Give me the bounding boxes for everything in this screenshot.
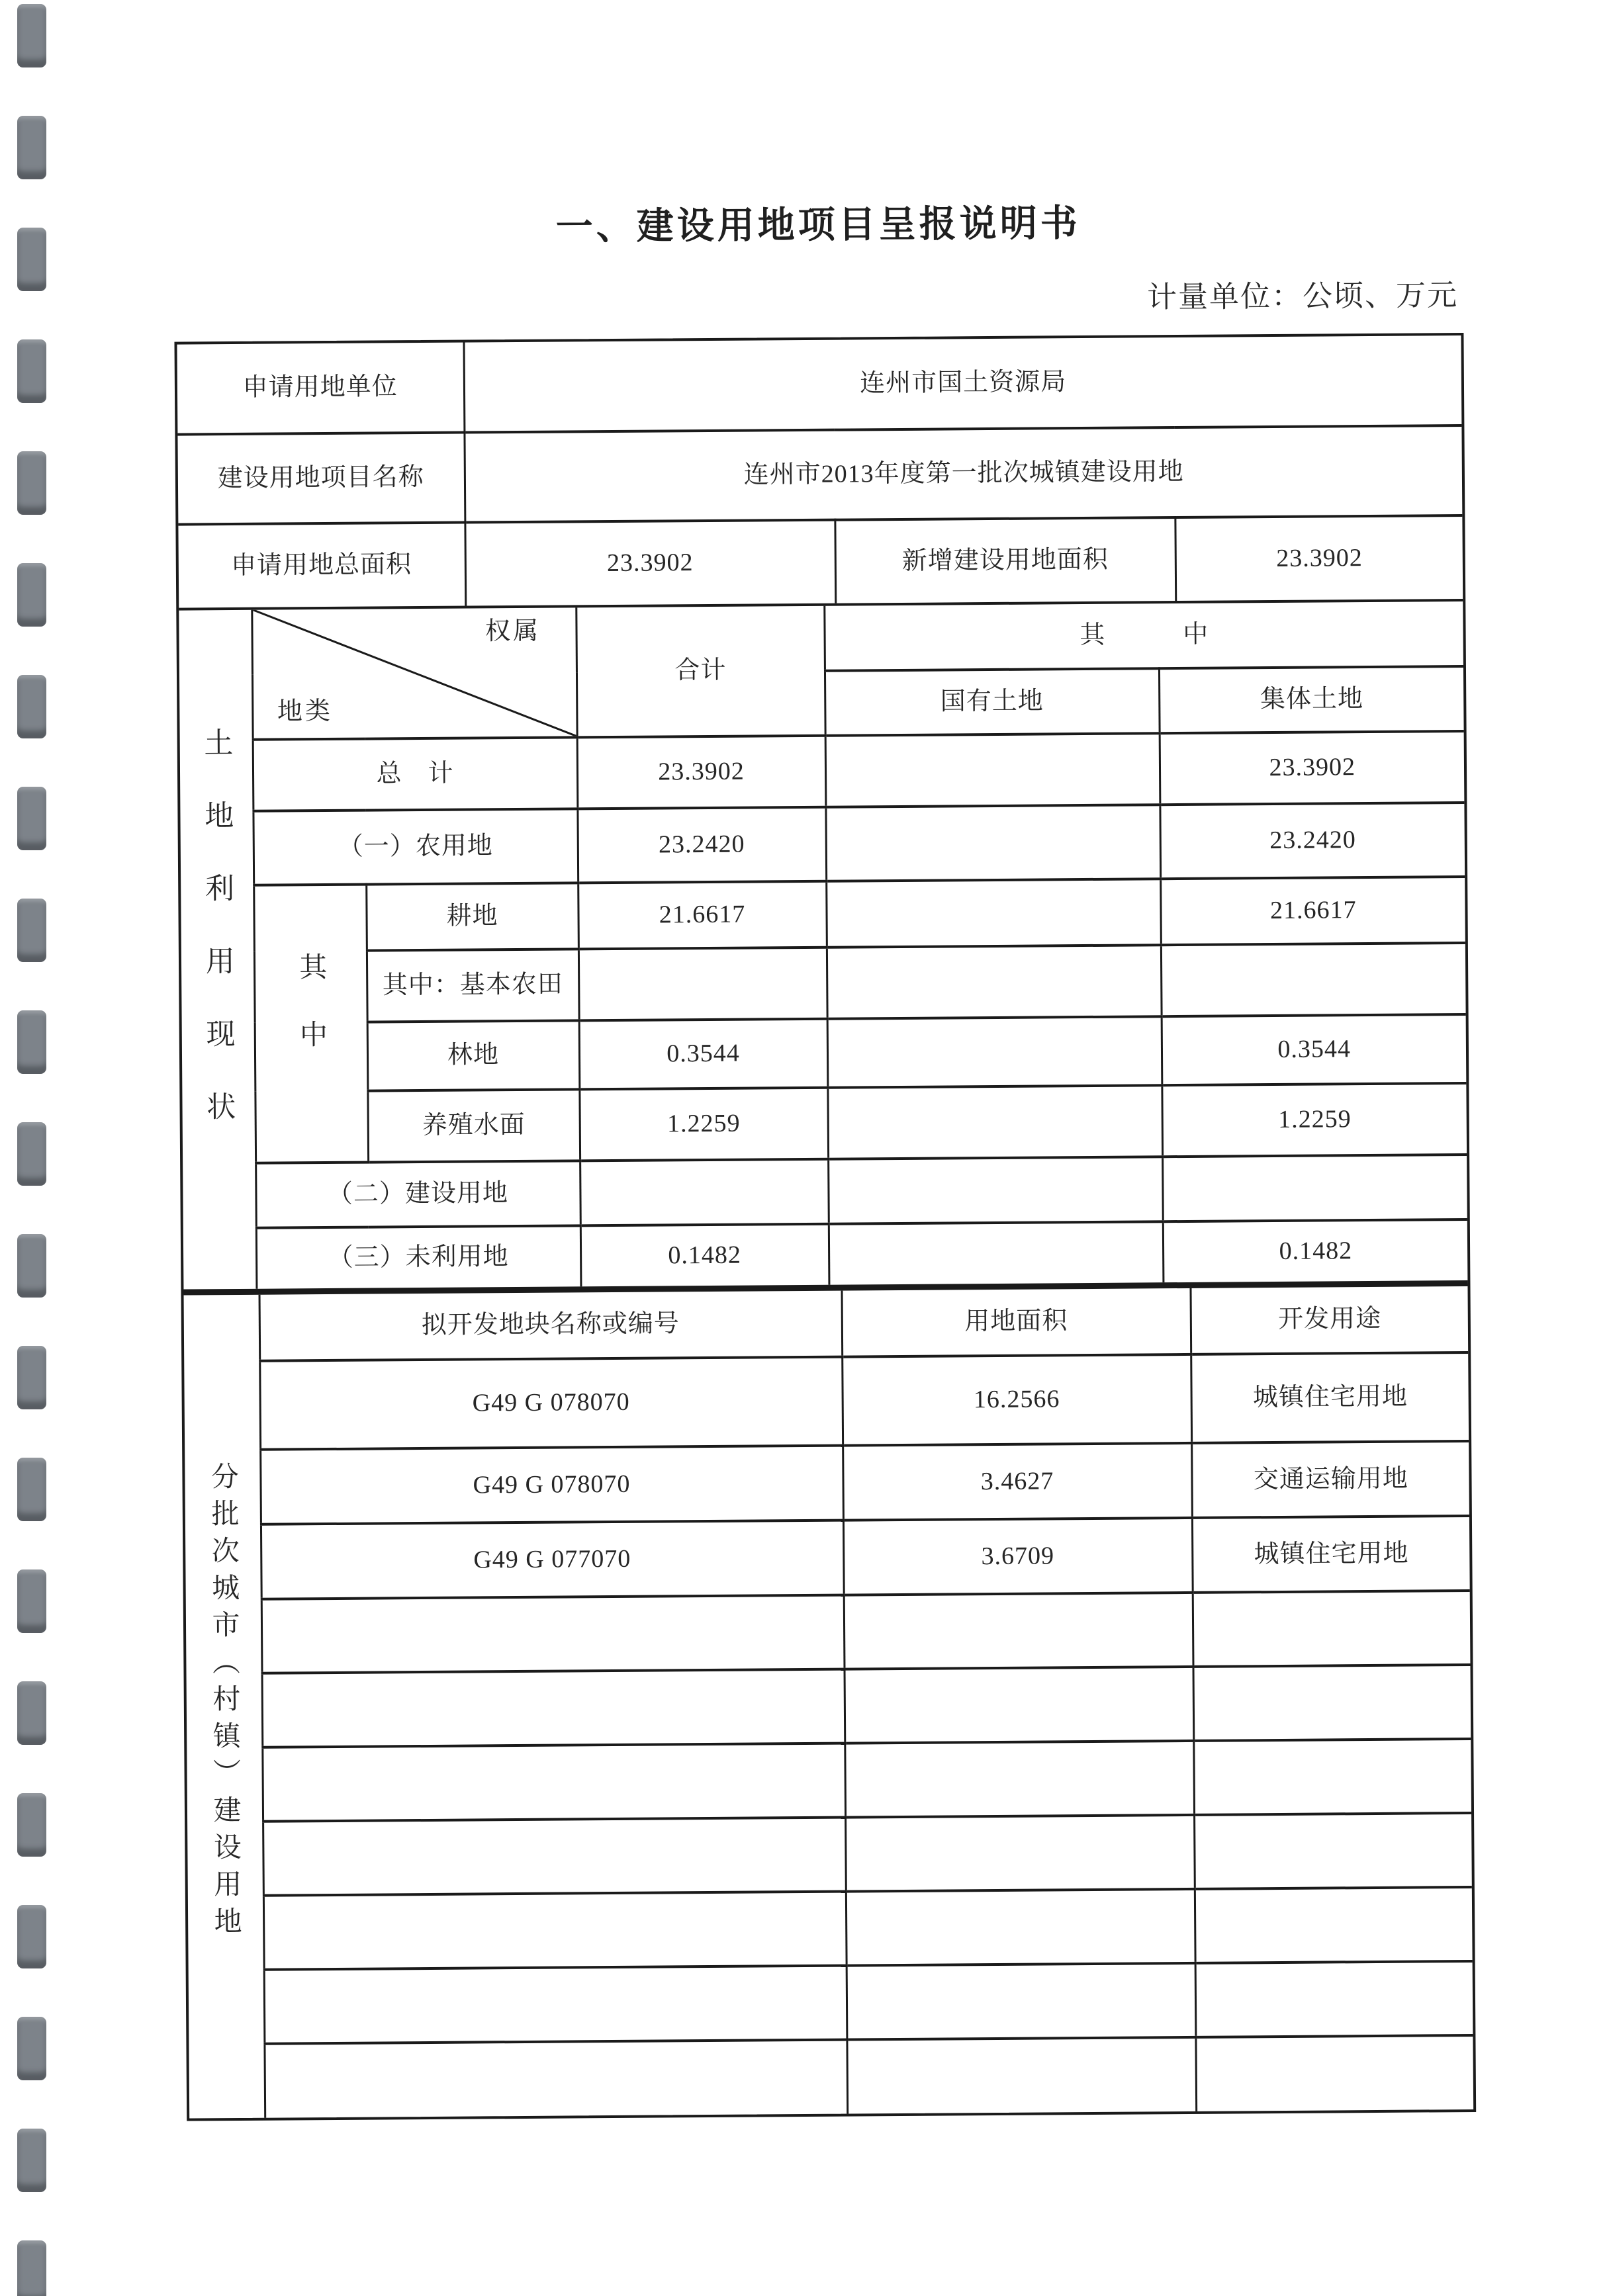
empty-cell	[264, 2040, 847, 2118]
empty-row	[189, 2035, 1473, 2119]
empty-row	[188, 1887, 1473, 1970]
parcels-table	[184, 1286, 1474, 2119]
row-label-agricultural: （一）农用地	[253, 809, 578, 885]
parcels-side-label: 分批次城市（村镇）建设用地	[207, 1461, 241, 1944]
cell-total: 23.3902	[577, 736, 826, 809]
row-label-grand-total: 总 计	[253, 737, 578, 811]
cell-state	[827, 1016, 1162, 1088]
cell-collective	[1162, 1155, 1467, 1221]
empty-cell	[262, 1744, 845, 1822]
empty-cell	[1193, 1665, 1471, 1741]
report-table	[174, 333, 1476, 2121]
parcel-code: G49 G 078070	[259, 1357, 843, 1450]
measurement-unit-note: 计量单位：公顷、万元	[1146, 279, 1459, 314]
cell-total	[578, 948, 827, 1021]
column-header-parcel-area: 用地面积	[842, 1288, 1191, 1357]
cell-state	[826, 879, 1161, 948]
parcel-use: 城镇住宅用地	[1191, 1352, 1469, 1443]
table-row	[182, 1014, 1467, 1092]
row-label-aquaculture: 养殖水面	[367, 1089, 580, 1162]
column-header-state-land: 国有土地	[825, 668, 1160, 736]
cell-total: 21.6617	[578, 881, 827, 949]
cell-collective: 1.2259	[1162, 1083, 1467, 1157]
table-row	[181, 877, 1465, 952]
new-construction-area-label: 新增建设用地面积	[835, 517, 1175, 603]
column-header-total: 合计	[576, 606, 825, 738]
empty-cell	[846, 1889, 1195, 1966]
column-header-parcel-name: 拟开发地块名称或编号	[259, 1291, 843, 1361]
column-header-parcel-use: 开发用途	[1190, 1286, 1468, 1354]
cell-total: 0.1482	[580, 1224, 829, 1287]
parcel-code: G49 G 078070	[260, 1446, 843, 1524]
row-label-basic-farmland: 其中：基本农田	[367, 949, 579, 1022]
empty-cell	[844, 1667, 1193, 1744]
parcel-area: 3.4627	[843, 1443, 1192, 1521]
table-row	[185, 1441, 1469, 1525]
empty-cell	[844, 1593, 1193, 1669]
parcels-side-label-cell	[184, 1295, 265, 2119]
empty-row	[186, 1591, 1471, 1674]
parcel-use: 城镇住宅用地	[1192, 1516, 1470, 1593]
table-row	[182, 1083, 1467, 1164]
project-name-value: 连州市2013年度第一批次城镇建设用地	[464, 425, 1462, 523]
diagonal-label-ownership: 权属	[484, 617, 541, 646]
column-header-group: 其 中	[824, 601, 1463, 671]
cell-state	[827, 945, 1162, 1019]
page-title: 一、建设用地项目呈报说明书	[555, 202, 1081, 247]
table-row	[180, 731, 1465, 812]
row-label-cultivated: 耕地	[366, 883, 578, 950]
empty-cell	[1195, 1887, 1473, 1963]
row-label-construction: （二）建设用地	[255, 1161, 580, 1227]
empty-cell	[261, 1595, 845, 1673]
cell-collective	[1161, 943, 1466, 1016]
subgroup-label-cell	[253, 885, 368, 1163]
table-row	[180, 803, 1465, 886]
empty-cell	[1194, 1813, 1472, 1889]
cell-collective: 23.2420	[1160, 803, 1465, 879]
empty-row	[187, 1739, 1471, 1822]
cell-collective: 23.3902	[1160, 731, 1465, 805]
empty-cell	[263, 1892, 847, 1970]
cell-state	[828, 1157, 1163, 1224]
cell-state	[825, 733, 1160, 807]
table-row	[183, 1155, 1467, 1229]
empty-cell	[845, 1741, 1194, 1818]
column-header-collective-land: 集体土地	[1159, 666, 1464, 733]
diagonal-label-landtype: 地类	[277, 697, 334, 726]
subgroup-label: 其中	[295, 951, 327, 1088]
total-area-label: 申请用地总面积	[178, 523, 465, 608]
table-row	[179, 601, 1463, 676]
applicant-unit-value: 连州市国土资源局	[463, 335, 1461, 433]
table-row	[177, 335, 1461, 435]
table-row	[185, 1516, 1470, 1600]
parcel-area: 3.6709	[843, 1518, 1193, 1595]
empty-cell	[264, 1966, 847, 2044]
cell-collective: 21.6617	[1160, 877, 1465, 945]
cell-state	[829, 1221, 1164, 1285]
applicant-unit-label: 申请用地单位	[177, 343, 464, 435]
empty-cell	[262, 1669, 845, 1747]
empty-cell	[1195, 1961, 1473, 2037]
parcel-code: G49 G 077070	[261, 1521, 844, 1599]
empty-cell	[1193, 1591, 1471, 1667]
empty-cell	[1195, 2035, 1473, 2111]
empty-cell	[847, 2037, 1196, 2114]
row-label-forest: 林地	[367, 1020, 580, 1090]
applicant-info-table	[177, 335, 1463, 608]
landuse-matrix-table	[179, 601, 1467, 1290]
table-row	[184, 1286, 1469, 1362]
parcel-use: 交通运输用地	[1191, 1441, 1469, 1518]
project-name-label: 建设用地项目名称	[177, 433, 465, 525]
empty-row	[189, 1961, 1473, 2045]
table-row	[183, 1219, 1468, 1290]
cell-state	[827, 1085, 1162, 1159]
row-label-unused: （三）未利用地	[256, 1225, 581, 1288]
table-row	[178, 515, 1463, 608]
table-row	[177, 425, 1462, 525]
cell-total	[580, 1159, 829, 1226]
landuse-side-label-cell	[179, 610, 256, 1290]
table-row	[184, 1352, 1469, 1450]
empty-cell	[845, 1815, 1195, 1892]
landuse-side-label: 土地利用现状	[199, 727, 235, 1165]
cell-collective: 0.3544	[1162, 1014, 1467, 1085]
empty-cell	[847, 1963, 1196, 2040]
cell-total: 23.2420	[577, 807, 826, 883]
cell-state	[825, 805, 1160, 881]
parcel-area: 16.2566	[842, 1354, 1191, 1446]
cell-total: 0.3544	[579, 1019, 828, 1090]
empty-cell	[263, 1818, 846, 1896]
cell-collective: 0.1482	[1163, 1219, 1468, 1282]
empty-row	[187, 1813, 1472, 1896]
new-construction-area-value: 23.3902	[1175, 515, 1463, 601]
empty-cell	[1193, 1739, 1471, 1815]
diagonal-header-cell	[252, 607, 576, 739]
empty-row	[187, 1665, 1471, 1748]
table-row	[181, 943, 1466, 1024]
cell-total: 1.2259	[579, 1088, 828, 1161]
total-area-value: 23.3902	[465, 520, 835, 606]
